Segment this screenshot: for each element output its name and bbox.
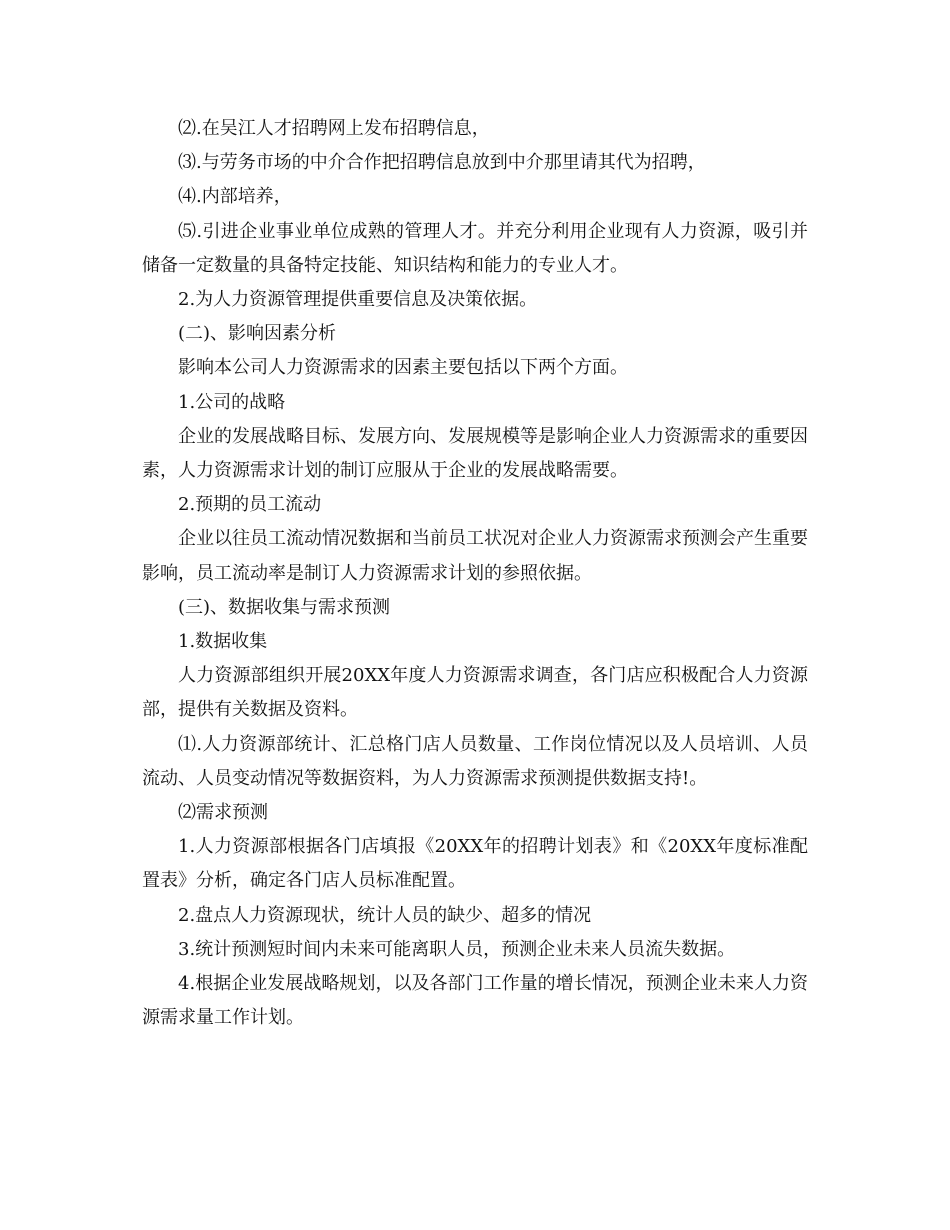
paragraph: ⑸.引进企业事业单位成熟的管理人才。并充分利用企业现有人力资源，吸引并储备一定数量的具备特定技能、知识结构和能力的专业人才。 [142,220,808,276]
section-heading: (二)、影响因素分析 [178,323,337,345]
paragraph: 4.根据企业发展战略规划，以及各部门工作量的增长情况，预测企业未来人力资源需求量工作计划。 [142,973,808,1029]
paragraph: 3.统计预测短时间内未来可能离职人员，预测企业未来人员流失数据。 [178,938,736,960]
subheading: 1.数据收集 [178,631,268,653]
paragraph: 企业的发展战略目标、发展方向、发展规模等是影响企业人力资源需求的重要因素，人力资源需求计划的制订应服从于企业的发展战略需要。 [142,425,808,482]
paragraph: ⑶.与劳务市场的中介合作把招聘信息放到中介那里请其代为招聘， [178,152,706,174]
paragraph: 2.为人力资源管理提供重要信息及决策依据。 [178,289,538,311]
paragraph: ⑵.在吴江人才招聘网上发布招聘信息， [178,118,490,139]
paragraph: ⑴.人力资源部统计、汇总格门店人员数量、工作岗位情况以及人员培训、人员流动、人员变动情况等数据资料，为人力资源需求预测提供数据支持!。 [142,733,808,789]
document-body [142,112,808,1035]
paragraph: 2.盘点人力资源现状，统计人员的缺少、超多的情况 [178,904,592,926]
paragraph: 人力资源部组织开展20XX年度人力资源需求调查，各门店应积极配合人力资源部，提供有关数据及资料。 [142,665,808,721]
subheading: 1.公司的战略 [178,391,286,413]
subheading: 2.预期的员工流动 [178,494,322,516]
paragraph: ⑷.内部培养， [178,186,292,208]
subheading: ⑵需求预测 [178,802,268,824]
paragraph: 影响本公司人力资源需求的因素主要包括以下两个方面。 [178,357,628,379]
section-heading: (三)、数据收集与需求预测 [178,596,391,618]
paragraph: 1.人力资源部根据各门店填报《20XX年的招聘计划表》和《20XX年度标准配置表》分析，确定各门店人员标准配置。 [142,836,808,892]
paragraph: 企业以往员工流动情况数据和当前员工状况对企业人力资源需求预测会产生重要影响，员工流动率是制订人力资源需求计划的参照依据。 [142,528,808,584]
